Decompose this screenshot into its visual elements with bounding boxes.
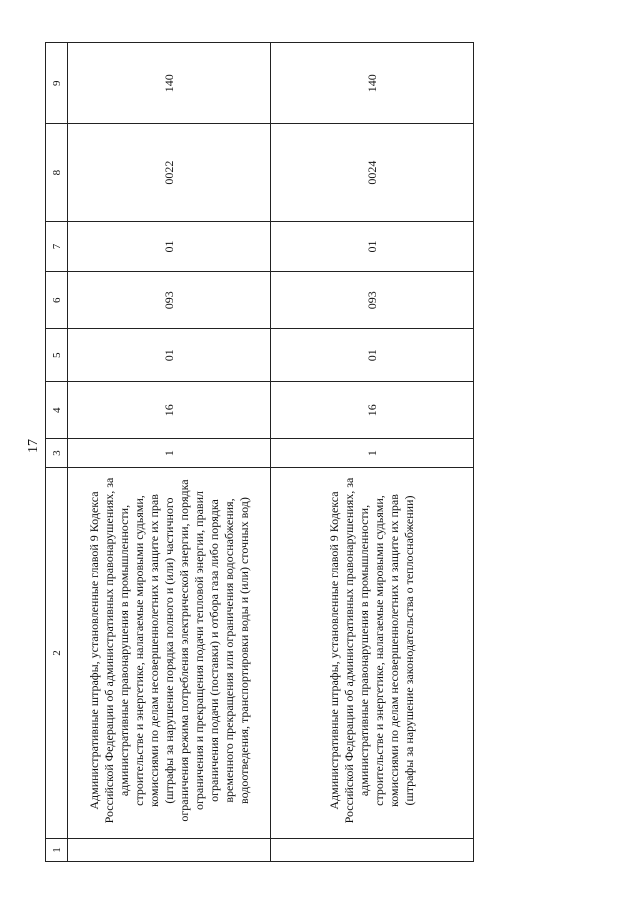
header-cell-4: 4 xyxy=(46,382,68,439)
header-cell-2: 2 xyxy=(46,467,68,838)
table-container xyxy=(45,42,448,862)
row-cell-col5: 01 xyxy=(271,329,474,382)
row-cell-col5: 01 xyxy=(68,329,271,382)
rotated-table-frame xyxy=(45,42,448,862)
row-cell-col4: 16 xyxy=(68,382,271,439)
row-cell-col6: 093 xyxy=(271,272,474,329)
row-cell-col7: 01 xyxy=(68,221,271,271)
header-cell-5: 5 xyxy=(46,329,68,382)
row-cell-col9: 140 xyxy=(271,43,474,124)
row-description: Административные штрафы, установленные главой 9 Кодекса Российской Федерации об административных правонарушениях, за административные правонарушения в промышленности, строительстве и энергетике, налагаемые мировыми судьями, комиссиями по делам несовершеннолетних и защите их прав (штрафы за нарушение порядка полного и (или) частичного ограничения режима потребления электрической энергии, порядка ограничения и прекращения подачи тепловой энергии, правил ограничения подачи (поставки) и отбора газа либо порядка временного прекращения или ограничения водоснабжения, водоотведения, транспортировки воды и (или) сточных вод) xyxy=(68,467,271,838)
budget-codes-table xyxy=(45,42,474,862)
page-number: 17 xyxy=(26,439,41,453)
header-cell-7: 7 xyxy=(46,221,68,271)
table-row xyxy=(271,43,474,862)
header-cell-6: 6 xyxy=(46,272,68,329)
row-cell-col9: 140 xyxy=(68,43,271,124)
row-cell-col1 xyxy=(68,839,271,862)
row-description: Административные штрафы, установленные главой 9 Кодекса Российской Федерации об административных правонарушениях, за административные правонарушения в промышленности, строительстве и энергетике, налагаемые мировыми судьями, комиссиями по делам несовершеннолетних и защите их прав (штрафы за нарушение законодательства о теплоснабжении) xyxy=(271,467,474,838)
row-cell-col8: 0024 xyxy=(271,124,474,221)
header-cell-8: 8 xyxy=(46,124,68,221)
row-cell-col3: 1 xyxy=(271,439,474,468)
row-cell-col4: 16 xyxy=(271,382,474,439)
header-cell-9: 9 xyxy=(46,43,68,124)
row-cell-col8: 0022 xyxy=(68,124,271,221)
header-cell-1: 1 xyxy=(46,839,68,862)
table-row xyxy=(68,43,271,862)
row-cell-col3: 1 xyxy=(68,439,271,468)
row-cell-col7: 01 xyxy=(271,221,474,271)
row-cell-col6: 093 xyxy=(68,272,271,329)
row-cell-col1 xyxy=(271,839,474,862)
header-cell-3: 3 xyxy=(46,439,68,468)
table-header-row xyxy=(46,43,68,862)
